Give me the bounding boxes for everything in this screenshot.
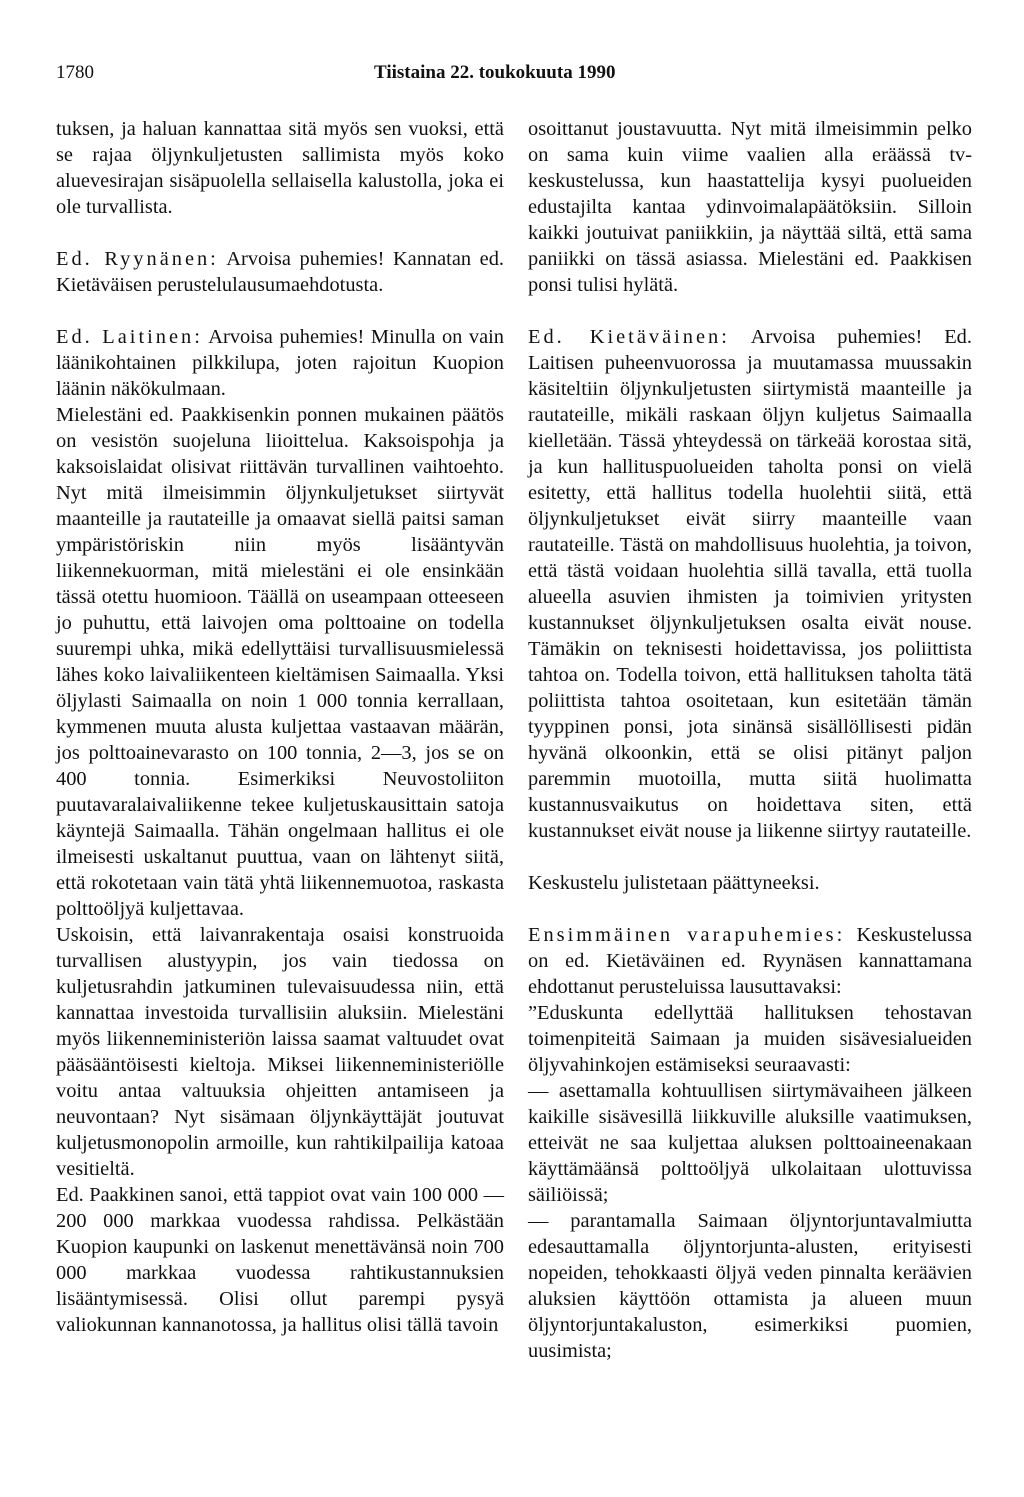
speech-text: Keskustelussa on ed. Kietäväinen ed. Ryynäsen kannattamana ehdottanut perusteluissa lausuttavaksi: — [528, 924, 972, 998]
left-column — [56, 116, 504, 1338]
page-number: 1780 — [56, 62, 94, 83]
paragraph: tuksen, ja haluan kannattaa sitä myös sen vuoksi, että se rajaa öljynkuljetusten sallimista myös koko aluevesirajan sisäpuolella sellaisella kalustolla, joka ei ole turvallista. — [56, 118, 504, 218]
speech-varapuhemies — [528, 922, 972, 1000]
speech-ryynanen — [56, 246, 504, 298]
speaker-name: Ensimmäinen varapuhemies: — [528, 924, 846, 946]
speaker-name: Ed. Laitinen: — [56, 326, 203, 348]
speaker-name: Ed. Kietäväinen: — [528, 326, 730, 348]
speech-kietavainen — [528, 324, 972, 844]
page-header — [56, 62, 968, 88]
right-column — [528, 116, 972, 1364]
paragraph: Mielestäni ed. Paakkisenkin ponnen mukainen päätös on vesistön suojeluna liioittelua. Kaksoispohja ja kaksoislaidat olisivat riittävän turvallinen vaihtoehto. Nyt mitä ilmeisimmin öljynkuljetukset siirtyvät maanteille ja rautateille ja omaavat siellä paitsi saman ympäristöriskin niin myös lisääntyvän liikennekuorman, mitä mielestäni ei ole ensinkään tässä otettu huomioon. Täällä on useampaan otteeseen jo puhuttu, että laivojen oma polttoaine on todella suurempi uhka, mikä edellyttäisi turvallisuusmielessä lähes koko laivaliikenteen kieltämisen Saimaalla. Yksi öljylasti Saimaalla on noin 1 000 tonnia kerrallaan, kymmenen muuta alusta kuljettaa vastaavan määrän, jos polttoainevarasto on 100 tonnia, 2—3, jos se on 400 tonnia. Esimerkiksi Neuvostoliiton puutavaralaivaliikenne tekee kuljetuskausittain satoja käyntejä Saimaalla. Tähän ongelmaan hallitus ei ole ilmeisesti uskaltanut puuttua, vaan on lähtenyt siitä, että rokotetaan vain tätä yhtä liikennemuotoa, raskasta polttoöljyä kuljettavaa. — [56, 404, 504, 920]
speech-text: Arvoisa puhemies! Ed. Laitisen puheenvuorossa ja muutamassa muussakin käsiteltiin öljynkuljetusten siirtymistä maanteille ja rautateille, mikäli raskaan öljyn kuljetus Saimaalla kielletään. Tässä yhteydessä on tärkeää korostaa sitä, ja kun hallituspuolueiden taholta ponsi on vielä esitetty, että hallitus todella huolehtii siitä, että öljynkuljetukset eivät siirry maanteille vaan rautateille. Tästä on mahdollisuus huolehtia, ja toivon, että tästä voidaan huolehtia sillä tavalla, että tuolla alueella asuvien ihmisten ja toimivien yritysten kustannukset öljynkuljetuksen osalta eivät nouse. Tämäkin on teknisesti hoidettavissa, jos poliittista tahtoa on. Todella toivon, että hallituksen taholta tätä poliittista tahtoa osoitetaan, kun esitetään tämän tyyppinen ponsi, jota sinänsä sisällöllisesti pidän hyvänä olkoonkin, että se olisi pitänyt paljon paremmin muotoilla, mutta siitä huolimatta kustannusvaikutus on hoidettava siten, että kustannukset eivät nouse ja liikenne siirtyy rautateille. — [528, 326, 972, 842]
speech-text: Arvoisa puhemies! Minulla on vain läänikohtainen pilkkilupa, joten rajoitun Kuopion läänin näkökulmaan. — [56, 326, 504, 400]
paragraph: Ed. Paakkinen sanoi, että tappiot ovat vain 100 000 — 200 000 markkaa vuodessa rahdissa. Pelkästään Kuopion kaupunki on laskenut menettävänsä noin 700 000 markkaa vuodessa rahtikustannuksien lisääntymisessä. Olisi ollut parempi pysyä valiokunnan kannanotossa, ja hallitus olisi tällä tavoin — [56, 1184, 504, 1336]
page-date: Tiistaina 22. toukokuuta 1990 — [374, 62, 616, 83]
speaker-name: Ed. Ryynänen: — [56, 248, 219, 270]
paragraph: Keskustelu julistetaan päättyneeksi. — [528, 872, 820, 894]
paragraph: osoittanut joustavuutta. Nyt mitä ilmeisimmin pelko on sama kuin viime vaalien alla eräässä tv-keskustelussa, kun haastattelija kysyi puolueiden edustajilta kantaa ydinvoimalapäätöksiin. Silloin kaikki joutuivat paniikkiin, ja näyttää siltä, että sama paniikki on tässä asiassa. Mielestäni ed. Paakkisen ponsi tulisi hylätä. — [528, 118, 972, 296]
speech-laitinen — [56, 324, 504, 402]
speech-text: Arvoisa puhemies! Kannatan ed. Kietäväisen perustelulausumaehdotusta. — [56, 248, 505, 296]
paragraph: Uskoisin, että laivanrakentaja osaisi konstruoida turvallisen alustyypin, jos vain tiedossa on kuljetusrahdin jatkuminen tulevaisuudessa niin, että kannattaa investoida turvallisiin aluksiin. Mielestäni myös liikenneministeriön laissa saamat valtuudet ovat pääsääntöisesti kieltoja. Miksei liikenneministeriölle voitu antaa valtuuksia ohjeitten antamiseen ja neuvontaan? Nyt sisämaan öljynkäyttäjät joutuvat kuljetusmonopolin armoille, kun rahtikilpailija katoaa vesitieltä. — [56, 924, 504, 1180]
paragraph: ”Eduskunta edellyttää hallituksen tehostavan toimenpiteitä Saimaan ja muiden sisävesialueiden öljyvahinkojen estämiseksi seuraavasti: — [528, 1002, 972, 1076]
paragraph: — asettamalla kohtuullisen siirtymävaiheen jälkeen kaikille sisävesillä liikkuville aluksille vaatimuksen, etteivät ne saa kuljettaa aluksen polttoaineenakaan käyttämäänsä polttoöljyä ulkolaitaan ulottuvissa säiliöissä; — [528, 1080, 972, 1206]
paragraph: — parantamalla Saimaan öljyntorjuntavalmiutta edesauttamalla öljyntorjunta-alusten, erityisesti nopeiden, tehokkaasti öljyä veden pinnalta keräävien aluksien käyttöön ottamista ja alueen muun öljyntorjuntakaluston, esimerkiksi puomien, uusimista; — [528, 1210, 972, 1362]
